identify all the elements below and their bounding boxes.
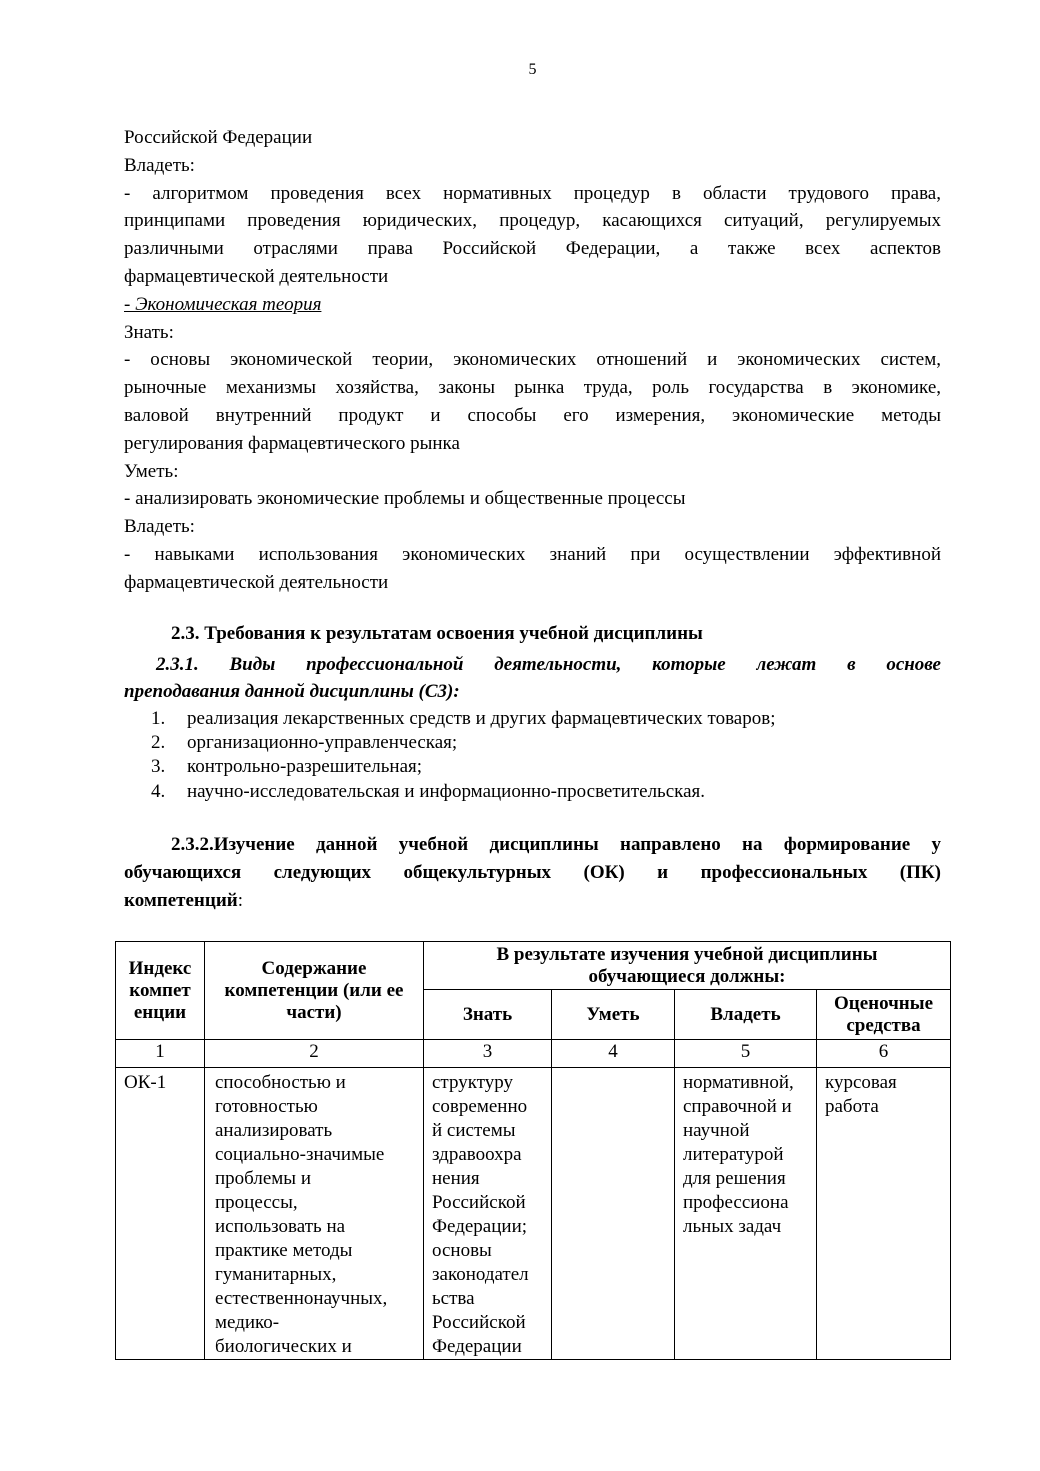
column-number: 2	[205, 1040, 424, 1068]
paragraph	[124, 346, 941, 429]
list-item: 2. организационно-управленческая;	[151, 732, 458, 754]
cell-can	[552, 1068, 675, 1360]
paragraph	[124, 180, 941, 263]
list-item: 1. реализация лекарственных средств и других фармацевтических товаров;	[151, 708, 776, 729]
text-line: Российской Федерации	[124, 127, 313, 148]
heading-2-3-1	[124, 651, 941, 705]
text-line: принципами проведения юридических, процедур, касающихся ситуаций, регулируемых	[124, 210, 941, 232]
list-item: 4. научно-исследовательская и информационно-просветительская.	[151, 780, 706, 802]
section-title: - Экономическая теория	[124, 293, 322, 315]
heading-line: компетенций:	[124, 890, 243, 911]
header-assessment: Оценочные средства	[817, 990, 951, 1040]
text-line: регулирования фармацевтического рынка	[124, 432, 460, 454]
cell-know: структуру современно й системы здравоохра нения Российской Федерации; основы законодател ьства Российской Федерации	[424, 1068, 552, 1360]
activity-types-list	[151, 707, 776, 804]
heading-line: преподавания данной дисциплины (С3):	[124, 681, 460, 702]
column-number: 3	[424, 1040, 552, 1068]
heading-line: 2.3.2.Изучение данной учебной дисциплины направлено на формирование у	[171, 834, 941, 855]
heading-2-3-2	[124, 831, 941, 915]
text-line: рыночные механизмы хозяйства, законы рынка труда, роль государства в экономике,	[124, 377, 941, 399]
heading-2-3: 2.3. Требования к результатам освоения учебной дисциплины	[171, 623, 703, 644]
header-can: Уметь	[552, 990, 675, 1040]
competencies-table	[115, 941, 951, 1360]
text-line: Владеть:	[124, 516, 195, 538]
header-know: Знать	[424, 990, 552, 1040]
column-number: 1	[116, 1040, 205, 1068]
intro-text	[124, 124, 941, 597]
header-index: Индекс компет енции	[116, 942, 205, 1040]
text-line: фармацевтической деятельности	[124, 571, 389, 593]
cell-own: нормативной, справочной и научной литературой для решения профессиона льных задач	[675, 1068, 817, 1360]
text-line: различными отраслями права Российской Федерации, а также всех аспектов	[124, 238, 941, 260]
cell-assessment: курсовая работа	[817, 1068, 951, 1360]
column-number: 5	[675, 1040, 817, 1068]
list-item: 3. контрольно-разрешительная;	[151, 756, 423, 778]
cell-index: ОК-1	[116, 1068, 205, 1360]
text-line: Владеть:	[124, 154, 195, 176]
text-line: - навыками использования экономических знаний при осуществлении эффективной	[124, 543, 941, 565]
table-row	[116, 1068, 951, 1360]
heading-line: обучающихся следующих общекультурных (ОК) и профессиональных (ПК)	[124, 862, 941, 883]
text-line: - анализировать экономические проблемы и общественные процессы	[124, 488, 686, 510]
text-line: Знать:	[124, 321, 174, 343]
header-own: Владеть	[675, 990, 817, 1040]
heading-line: 2.3.1. Виды профессиональной деятельности, которые лежат в основе	[156, 654, 941, 675]
page-number: 5	[528, 61, 537, 78]
text-line: Уметь:	[124, 460, 179, 482]
column-number: 4	[552, 1040, 675, 1068]
text-line: - основы экономической теории, экономических отношений и экономических систем,	[124, 349, 941, 371]
text-line: фармацевтической деятельности	[124, 265, 389, 287]
column-number: 6	[817, 1040, 951, 1068]
header-content: Содержание компетенции (или ее части)	[205, 942, 424, 1040]
text-line: валовой внутренний продукт и способы его измерения, экономические методы	[124, 404, 941, 426]
text-line: - алгоритмом проведения всех нормативных процедур в области трудового права,	[124, 182, 941, 204]
header-result-group: В результате изучения учебной дисциплины обучающиеся должны:	[424, 942, 951, 990]
cell-content: способностью и готовностью анализировать социально-значимые проблемы и процессы, использовать на практике методы гуманитарных, естественнонаучных, медико- биологических и	[205, 1068, 424, 1360]
